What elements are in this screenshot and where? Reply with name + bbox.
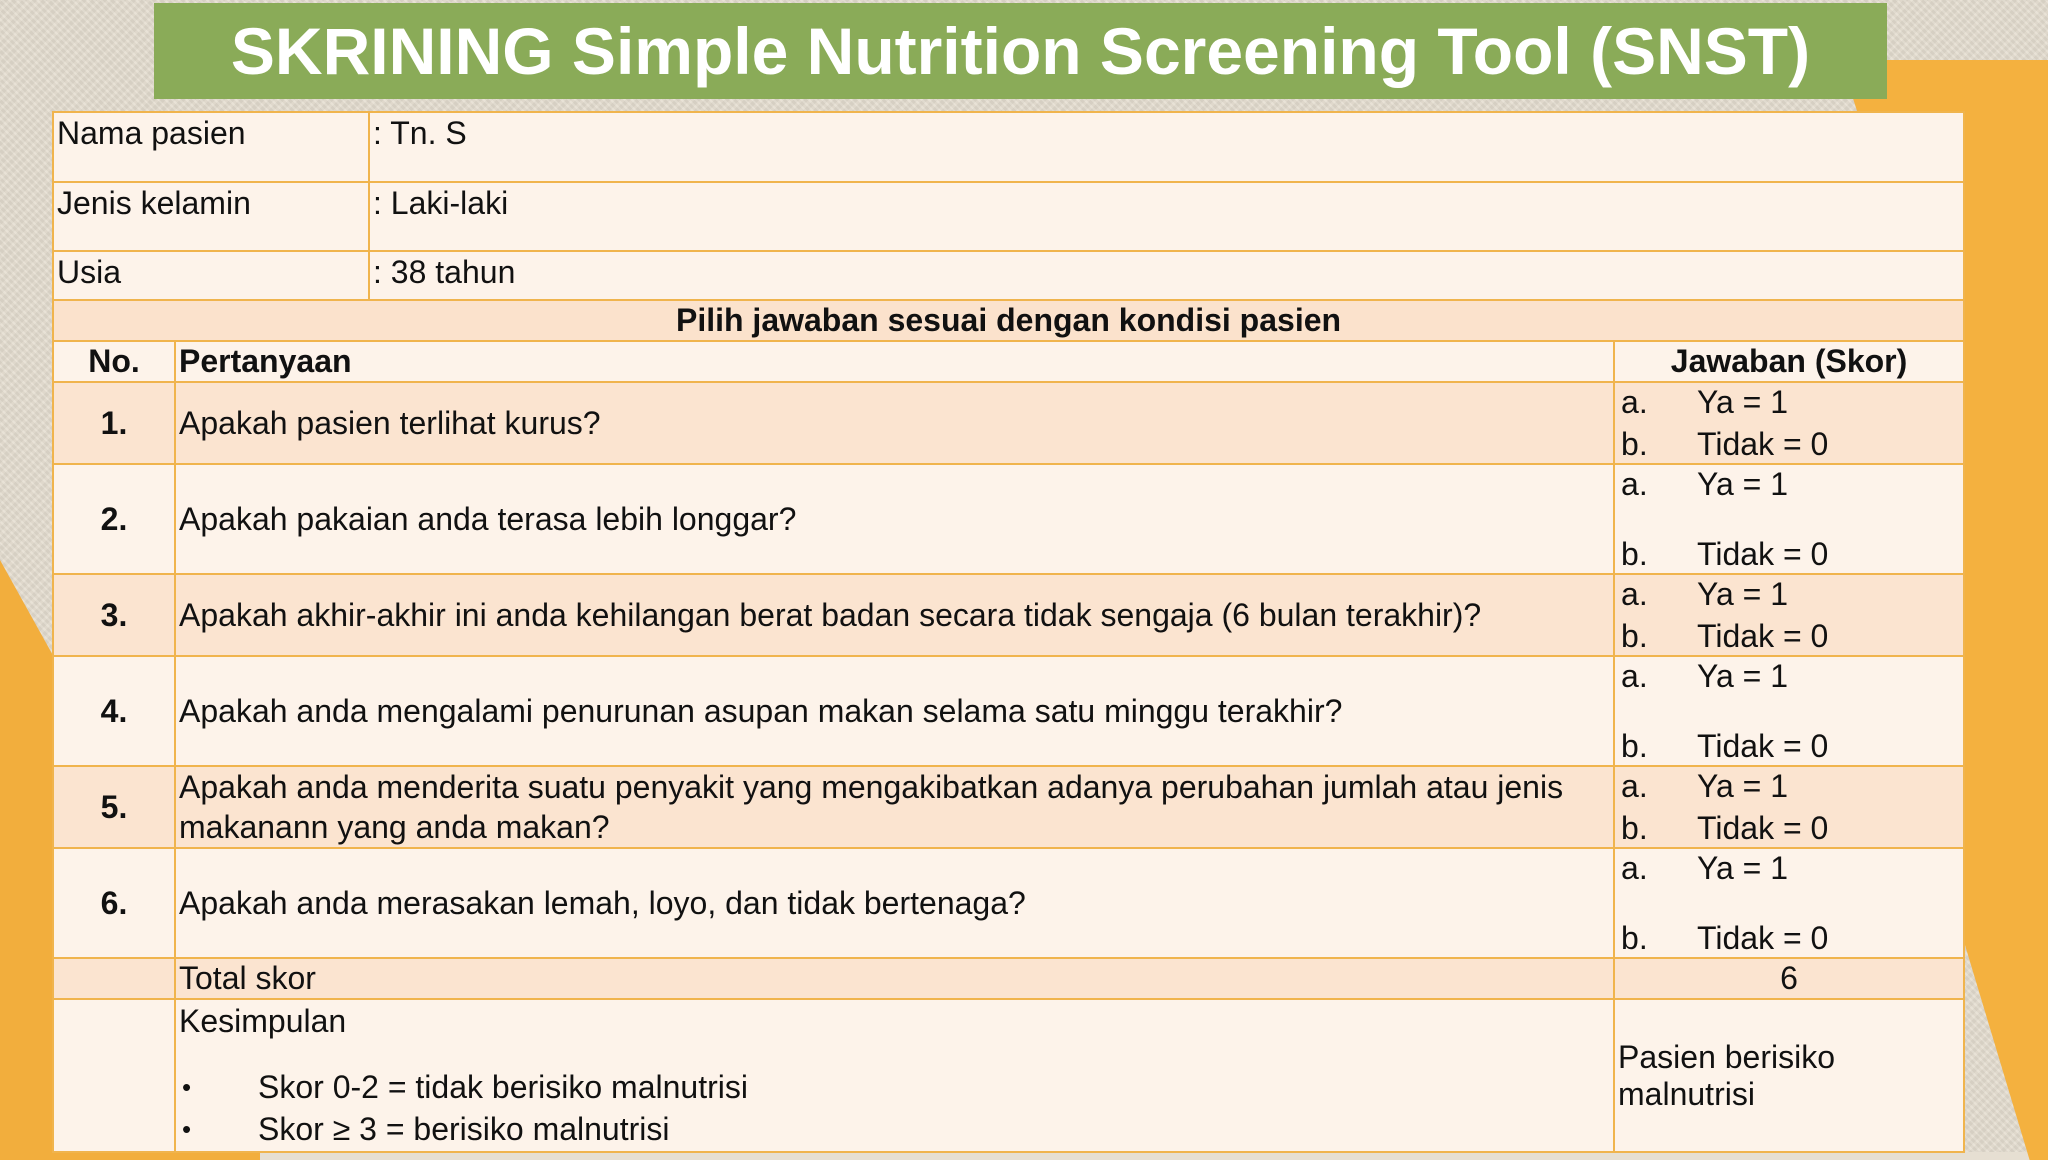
option-text: Tidak = 0 — [1697, 426, 1829, 462]
option-text: Tidak = 0 — [1697, 920, 1829, 956]
option-a[interactable] — [1618, 657, 1960, 695]
question-number: 1. — [53, 382, 175, 464]
option-b[interactable] — [1618, 809, 1960, 847]
answer-cell — [1614, 656, 1964, 766]
question-row — [53, 766, 1964, 848]
option-b[interactable] — [1618, 727, 1960, 765]
option-text: Ya = 1 — [1697, 466, 1789, 502]
question-row — [53, 574, 1964, 656]
option-b[interactable] — [1618, 919, 1960, 957]
conclusion-label: Kesimpulan — [179, 1002, 347, 1039]
question-row — [53, 656, 1964, 766]
patient-sex-row — [53, 182, 1964, 251]
total-empty — [53, 958, 175, 999]
option-letter: b. — [1621, 536, 1648, 572]
question-row — [53, 848, 1964, 958]
option-letter: a. — [1621, 466, 1648, 502]
patient-sex-value: : Laki-laki — [369, 182, 1964, 251]
header-no: No. — [53, 341, 175, 382]
option-text: Tidak = 0 — [1697, 728, 1829, 764]
option-letter: a. — [1621, 384, 1648, 420]
option-a[interactable] — [1618, 575, 1960, 613]
conclusion-item-text: Skor 0-2 = tidak berisiko malnutrisi — [258, 1068, 748, 1105]
header-question: Pertanyaan — [175, 341, 1614, 382]
answer-cell — [1614, 848, 1964, 958]
total-value: 6 — [1614, 958, 1964, 999]
header-row — [53, 341, 1964, 382]
option-a[interactable] — [1618, 465, 1960, 503]
option-text: Ya = 1 — [1697, 576, 1789, 612]
conclusion-row — [53, 999, 1964, 1152]
option-letter: b. — [1621, 618, 1648, 654]
question-text: Apakah anda merasakan lemah, loyo, dan tidak bertenaga? — [175, 848, 1614, 958]
instruction-row — [53, 300, 1964, 341]
option-text: Tidak = 0 — [1697, 618, 1829, 654]
option-b[interactable] — [1618, 425, 1960, 463]
question-number: 3. — [53, 574, 175, 656]
question-text: Apakah anda mengalami penurunan asupan makan selama satu minggu terakhir? — [175, 656, 1614, 766]
answer-cell — [1614, 464, 1964, 574]
option-letter: a. — [1621, 576, 1648, 612]
page-title: SKRINING Simple Nutrition Screening Tool (SNST) — [230, 14, 1811, 88]
question-row — [53, 464, 1964, 574]
option-text: Ya = 1 — [1697, 768, 1789, 804]
option-a[interactable] — [1618, 767, 1960, 805]
list-item — [179, 1108, 1610, 1150]
option-letter: b. — [1621, 728, 1648, 764]
conclusion-empty — [53, 999, 175, 1152]
total-row — [53, 958, 1964, 999]
option-text: Ya = 1 — [1697, 384, 1789, 420]
option-a[interactable] — [1618, 849, 1960, 887]
conclusion-result: Pasien berisiko malnutrisi — [1614, 999, 1964, 1152]
patient-name-row — [53, 112, 1964, 182]
option-letter: b. — [1621, 810, 1648, 846]
answer-cell — [1614, 382, 1964, 464]
question-number: 2. — [53, 464, 175, 574]
snst-table — [52, 111, 1965, 1153]
patient-name-value: : Tn. S — [369, 112, 1964, 182]
question-number: 6. — [53, 848, 175, 958]
option-text: Tidak = 0 — [1697, 536, 1829, 572]
patient-sex-label: Jenis kelamin — [53, 182, 369, 251]
option-b[interactable] — [1618, 535, 1960, 573]
question-row — [53, 382, 1964, 464]
question-text: Apakah akhir-akhir ini anda kehilangan berat badan secara tidak sengaja (6 bulan terakhir)? — [175, 574, 1614, 656]
question-number: 5. — [53, 766, 175, 848]
option-letter: a. — [1621, 850, 1648, 886]
list-item — [179, 1066, 1610, 1108]
answer-cell — [1614, 766, 1964, 848]
bullet-icon: • — [182, 1113, 192, 1144]
patient-age-label: Usia — [53, 251, 369, 300]
option-text: Ya = 1 — [1697, 850, 1789, 886]
option-letter: a. — [1621, 768, 1648, 804]
patient-name-label: Nama pasien — [53, 112, 369, 182]
option-text: Ya = 1 — [1697, 658, 1789, 694]
answer-cell — [1614, 574, 1964, 656]
question-text: Apakah pasien terlihat kurus? — [175, 382, 1614, 464]
patient-age-value: : 38 tahun — [369, 251, 1964, 300]
conclusion-cell — [175, 999, 1614, 1152]
conclusion-item-text: Skor ≥ 3 = berisiko malnutrisi — [258, 1110, 670, 1147]
total-label: Total skor — [175, 958, 1614, 999]
instruction-text: Pilih jawaban sesuai dengan kondisi pasien — [53, 300, 1964, 341]
question-text: Apakah pakaian anda terasa lebih longgar? — [175, 464, 1614, 574]
option-letter: a. — [1621, 658, 1648, 694]
bullet-icon: • — [182, 1071, 192, 1102]
option-text: Tidak = 0 — [1697, 810, 1829, 846]
option-a[interactable] — [1618, 383, 1960, 421]
question-text: Apakah anda menderita suatu penyakit yang mengakibatkan adanya perubahan jumlah atau jenis makanann yang anda makan? — [175, 766, 1614, 848]
question-number: 4. — [53, 656, 175, 766]
option-letter: b. — [1621, 920, 1648, 956]
header-answer: Jawaban (Skor) — [1614, 341, 1964, 382]
conclusion-list — [179, 1066, 1610, 1150]
option-b[interactable] — [1618, 617, 1960, 655]
patient-age-row — [53, 251, 1964, 300]
option-letter: b. — [1621, 426, 1648, 462]
